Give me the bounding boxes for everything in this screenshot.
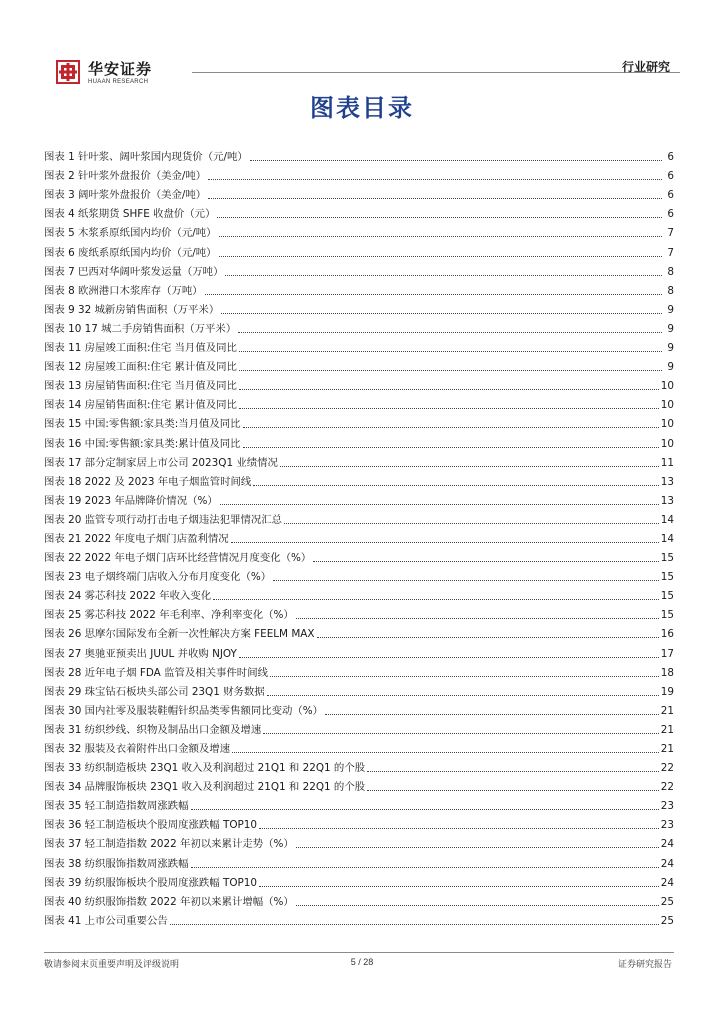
toc-entry[interactable] [44,240,674,259]
toc-entry[interactable] [44,183,674,202]
toc-entry-label: 图表 30 国内社零及服装鞋帽针织品类零售额同比变动（%） [44,704,324,717]
toc-entry-page: 6 [667,170,674,183]
toc-entry[interactable] [44,565,674,584]
toc-entry-page: 15 [660,609,674,622]
toc-entry-label: 图表 16 中国:零售额:家具类:累计值及同比 [44,437,241,450]
toc-entry[interactable] [44,508,674,527]
footer-divider [44,952,674,953]
toc-entry[interactable] [44,832,674,851]
toc-entry[interactable] [44,641,674,660]
toc-entry-page: 23 [660,819,674,832]
toc-entry-page: 24 [660,876,674,889]
toc-dot-leader [296,905,659,906]
toc-dot-leader [259,828,659,829]
toc-entry[interactable] [44,412,674,431]
page-title: 图表目录 [310,94,414,122]
toc-dot-leader [325,714,659,715]
toc-entry-page: 24 [660,857,674,870]
toc-entry[interactable] [44,546,674,565]
toc-dot-leader [239,351,662,352]
toc-entry[interactable] [44,279,674,298]
toc-dot-leader [284,523,659,524]
toc-entry[interactable] [44,260,674,279]
toc-entry-label: 图表 7 巴西对华阔叶浆发运量（万吨） [44,265,224,278]
toc-entry[interactable] [44,851,674,870]
page-number: 5 / 28 [350,957,374,967]
toc-entry-label: 图表 9 32 城新房销售面积（万平米） [44,303,220,316]
toc-entry-label: 图表 22 2022 年电子烟门店环比经营情况月度变化（%） [44,552,312,565]
toc-dot-leader [250,160,662,161]
toc-entry[interactable] [44,871,674,890]
brand-name: 华安证券 [88,60,153,78]
toc-entry-page: 16 [660,628,674,641]
toc-entry-page: 25 [660,895,674,908]
header-divider [192,72,680,73]
toc-entry-label: 图表 28 近年电子烟 FDA 监管及相关事件时间线 [44,666,268,679]
toc-dot-leader [219,256,662,257]
toc-entry-label: 图表 6 废纸系原纸国内均价（元/吨） [44,246,217,259]
toc-dot-leader [220,504,659,505]
toc-entry[interactable] [44,680,674,699]
toc-entry[interactable] [44,393,674,412]
toc-dot-leader [225,275,662,276]
toc-entry-page: 6 [667,208,674,221]
toc-entry-page: 10 [660,380,674,393]
toc-entry-page: 22 [660,762,674,775]
toc-dot-leader [263,733,659,734]
toc-entry[interactable] [44,699,674,718]
toc-entry-label: 图表 21 2022 年度电子烟门店盈利情况 [44,532,229,545]
toc-dot-leader [205,294,662,295]
toc-entry-page: 13 [660,494,674,507]
toc-entry[interactable] [44,336,674,355]
toc-entry-page: 10 [660,437,674,450]
toc-entry-page: 15 [660,552,674,565]
toc-entry-label: 图表 12 房屋竣工面积:住宅 累计值及同比 [44,361,237,374]
toc-entry-page: 10 [660,418,674,431]
toc-dot-leader [208,198,662,199]
toc-entry-page: 8 [667,284,674,297]
toc-entry-label: 图表 35 轻工制造指数周涨跌幅 [44,800,189,813]
toc-entry-page: 19 [660,685,674,698]
toc-entry-label: 图表 8 欧洲港口木浆库存（万吨） [44,284,203,297]
toc-dot-leader [280,466,659,467]
toc-entry[interactable] [44,431,674,450]
toc-entry[interactable] [44,718,674,737]
toc-entry-label: 图表 1 针叶浆、阔叶浆国内现货价（元/吨） [44,151,248,164]
toc-dot-leader [270,676,659,677]
toc-dot-leader [191,809,659,810]
toc-dot-leader [232,752,659,753]
toc-entry-label: 图表 31 纺织纱线、织物及制品出口金额及增速 [44,723,262,736]
toc-entry-page: 15 [660,590,674,603]
toc-entry-page: 9 [667,361,674,374]
toc-entry-page: 15 [660,571,674,584]
footer-disclaimer: 敬请参阅末页重要声明及评级说明 [44,960,180,970]
toc-entry[interactable] [44,374,674,393]
toc-entry[interactable] [44,145,674,164]
brand-subtitle: HUAAN RESEARCH [88,79,149,85]
toc-entry-page: 18 [660,666,674,679]
toc-entry-label: 图表 41 上市公司重要公告 [44,914,168,927]
toc-entry[interactable] [44,775,674,794]
toc-entry-label: 图表 13 房屋销售面积:住宅 当月值及同比 [44,380,237,393]
toc-dot-leader [239,408,659,409]
toc-entry-label: 图表 32 服装及衣着附件出口金额及增速 [44,743,231,755]
toc-dot-leader [239,389,659,390]
section-tag: 行业研究 [621,60,670,74]
toc-entry-page: 23 [660,800,674,813]
toc-dot-leader [253,485,658,486]
toc-entry-label: 图表 36 轻工制造板块个股周度涨跌幅 TOP10 [44,819,258,832]
toc-entry-label: 图表 23 电子烟终端门店收入分布月度变化（%） [44,571,272,584]
toc-dot-leader [317,637,659,638]
toc-dot-leader [367,790,659,791]
toc-entry[interactable] [44,622,674,641]
toc-entry-page: 14 [660,532,674,545]
toc-entry-label: 图表 37 轻工制造指数 2022 年初以来累计走势（%） [44,838,294,851]
huaan-seal-logo-icon [56,60,80,84]
toc-entry-label: 图表 33 纺织制造板块 23Q1 收入及利润超过 21Q1 和 22Q1 的个股 [44,762,366,775]
toc-entry-page: 7 [667,227,674,240]
toc-entry-page: 9 [667,322,674,335]
toc-entry-label: 图表 29 珠宝钻石板块头部公司 23Q1 财务数据 [44,685,265,698]
toc-entry-page: 9 [667,303,674,316]
toc-entry-page: 9 [667,342,674,355]
toc-entry-page: 21 [660,704,674,717]
toc-entry[interactable] [44,451,674,470]
toc-entry[interactable] [44,813,674,832]
toc-entry-label: 图表 27 奥驰亚预卖出 JUUL 并收购 NJOY [44,647,237,660]
toc-entry-label: 图表 38 纺织服饰指数周涨跌幅 [44,857,189,870]
toc-entry-label: 图表 39 纺织服饰板块个股周度涨跌幅 TOP10 [44,876,258,889]
toc-dot-leader [267,695,659,696]
toc-dot-leader [219,236,662,237]
toc-dot-leader [296,618,659,619]
toc-entry-page: 24 [660,838,674,851]
toc-entry-page: 14 [660,513,674,526]
toc-entry[interactable] [44,756,674,775]
toc-entry-label: 图表 19 2023 年品牌降价情况（%） [44,494,218,507]
toc-dot-leader [239,657,659,658]
toc-entry-page: 11 [660,456,674,469]
toc-dot-leader [273,580,659,581]
toc-entry[interactable] [44,489,674,508]
toc-entry[interactable] [44,355,674,374]
toc-dot-leader [191,867,659,868]
toc-dot-leader [217,217,662,218]
toc-entry[interactable] [44,202,674,221]
toc-entry-label: 图表 20 监管专项行动打击电子烟违法犯罪情况汇总 [44,513,283,526]
toc-entry-page: 6 [667,189,674,202]
toc-dot-leader [313,561,659,562]
toc-entry[interactable] [44,794,674,813]
toc-dot-leader [213,599,659,600]
toc-entry-label: 图表 4 纸浆期货 SHFE 收盘价（元） [44,208,216,221]
toc-entry-label: 图表 11 房屋竣工面积:住宅 当月值及同比 [44,342,237,355]
toc-entry[interactable] [44,603,674,622]
toc-entry[interactable] [44,890,674,909]
toc-entry-label: 图表 17 部分定制家居上市公司 2023Q1 业绩情况 [44,456,278,469]
toc-entry-label: 图表 5 木浆系原纸国内均价（元/吨） [44,227,217,240]
toc-dot-leader [208,179,662,180]
toc-entry-page: 25 [660,914,674,927]
toc-entry-page: 13 [660,475,674,488]
toc-entry[interactable] [44,317,674,336]
toc-entry-label: 图表 3 阔叶浆外盘报价（美金/吨） [44,189,207,202]
toc-entry[interactable] [44,221,674,240]
toc-entry-page: 8 [667,265,674,278]
toc-dot-leader [221,313,662,314]
toc-entry[interactable] [44,164,674,183]
toc-entry-label: 图表 26 思摩尔国际发布全新一次性解决方案 FEELM MAX [44,628,315,641]
page-header [44,52,680,88]
toc-entry-label: 图表 40 纺织服饰指数 2022 年初以来累计增幅（%） [44,895,294,908]
footer-doc-type: 证券研究报告 [617,960,672,970]
toc-entry-label: 图表 10 17 城二手房销售面积（万平米） [44,322,237,335]
toc-entry[interactable] [44,470,674,489]
toc-entry[interactable] [44,737,674,756]
figure-toc-list [44,145,674,928]
toc-entry-page: 17 [660,647,674,660]
toc-entry[interactable] [44,298,674,317]
toc-entry-page: 21 [660,723,674,736]
toc-entry[interactable] [44,584,674,603]
toc-entry-page: 7 [667,246,674,259]
toc-entry-label: 图表 2 针叶浆外盘报价（美金/吨） [44,170,207,183]
toc-dot-leader [238,332,662,333]
toc-dot-leader [296,847,659,848]
toc-dot-leader [259,886,659,887]
toc-entry-label: 图表 24 雾芯科技 2022 年收入变化 [44,590,212,603]
toc-entry[interactable] [44,909,674,928]
toc-entry-label: 图表 14 房屋销售面积:住宅 累计值及同比 [44,399,237,412]
toc-dot-leader [231,542,659,543]
toc-dot-leader [243,447,659,448]
toc-entry-label: 图表 25 雾芯科技 2022 年毛利率、净利率变化（%） [44,609,294,622]
toc-dot-leader [243,427,659,428]
toc-entry-label: 图表 18 2022 及 2023 年电子烟监管时间线 [44,475,252,488]
toc-dot-leader [367,771,659,772]
toc-entry[interactable] [44,527,674,546]
toc-entry-page: 22 [660,781,674,794]
toc-entry-label: 图表 15 中国:零售额:家具类:当月值及同比 [44,418,241,431]
toc-entry[interactable] [44,661,674,680]
toc-dot-leader [170,924,659,925]
toc-entry-page: 21 [660,743,674,755]
toc-entry-label: 图表 34 品牌服饰板块 23Q1 收入及利润超过 21Q1 和 22Q1 的个股 [44,781,366,794]
toc-entry-page: 6 [667,151,674,164]
toc-entry-page: 10 [660,399,674,412]
toc-dot-leader [239,370,662,371]
